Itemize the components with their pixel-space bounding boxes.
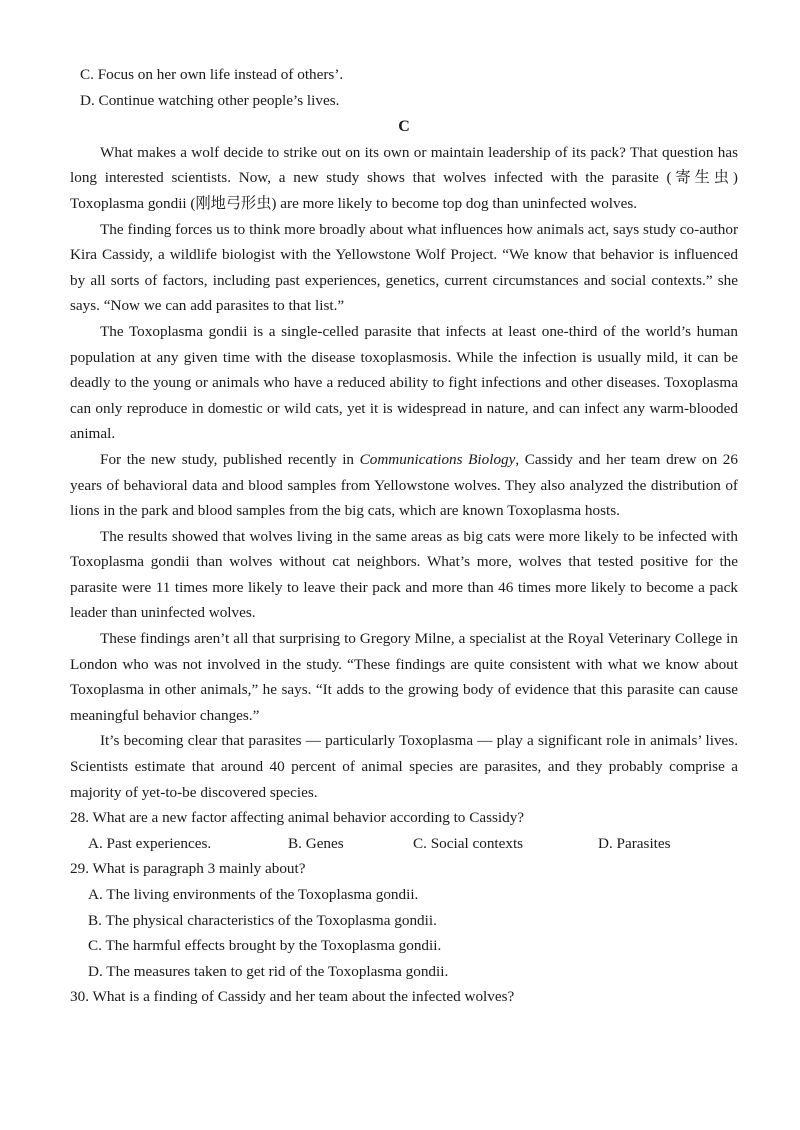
previous-option-c: C. Focus on her own life instead of others’. — [80, 66, 344, 83]
question-29-stem: 29. What is paragraph 3 mainly about? — [70, 860, 306, 878]
previous-option-d: D. Continue watching other people’s lives. — [80, 91, 340, 109]
paragraph-6: These findings aren’t all that surprising to Gregory Milne, a specialist at the Royal Veterinary College in London who was not involved in the study. “These findings are quite consistent with what we know about Toxoplasma in other animals,” he says. “It adds to the growing body of evidence that this parasite can cause meaningful behavior changes.” — [70, 630, 738, 724]
paragraph-4-after: , Cassidy and her team drew on 26 years of behavioral data and blood samples from Yellowstone wolves. They also analyzed the distribution of lions in the park and blood samples from the big cats, which are known Toxoplasma hosts. — [70, 450, 738, 520]
section-heading: C — [398, 118, 410, 136]
question-29-option-b[interactable]: B. The physical characteristics of the Toxoplasma gondii. — [88, 911, 437, 929]
question-30-stem: 30. What is a finding of Cassidy and her team about the infected wolves? — [70, 988, 515, 1006]
question-28-option-a[interactable]: A. Past experiences. — [88, 834, 212, 852]
paragraph-7: It’s becoming clear that parasites — particularly Toxoplasma — play a significant role in animals’ lives. Scientists estimate that around 40 percent of animal species are parasites, and they probably comprise a majority of yet-to-be discovered species. — [70, 732, 738, 801]
question-28-stem: 28. What are a new factor affecting animal behavior according to Cassidy? — [70, 809, 525, 827]
paragraph-4-before: For the new study, published recently in — [100, 450, 360, 468]
exam-page — [70, 62, 738, 1010]
paragraph-4 — [70, 447, 738, 524]
paragraph-5: The results showed that wolves living in the same areas as big cats were more likely to be infected with Toxoplasma gondii than wolves without cat neighbors. What’s more, wolves that tested positive for the parasite were 11 times more likely to leave their pack and more than 46 times more likely to become a pack leader than uninfected wolves. — [70, 527, 738, 622]
question-29-option-a[interactable]: A. The living environments of the Toxoplasma gondii. — [88, 886, 419, 903]
question-28-option-d[interactable]: D. Parasites — [598, 834, 671, 852]
paragraph-2: The finding forces us to think more broadly about what influences how animals act, says study co-author Kira Cassidy, a wildlife biologist with the Yellowstone Wolf Project. “We know that behavior is influenced by all sorts of factors, including past experiences, genetics, current circumstances and social contexts.” she says. “Now we can add parasites to that list.” — [70, 220, 738, 315]
question-28-options — [70, 831, 738, 857]
paragraph-3: The Toxoplasma gondii is a single-celled parasite that infects at least one-third of the world’s human population at any given time with the disease toxoplasmosis. While the infection is usually mild, it can be deadly to the young or animals who have a reduced ability to fight infections and other diseases. Toxoplasma can only reproduce in domestic or wild cats, yet it is widespread in nature, and can infect any warm-blooded animal. — [70, 322, 738, 443]
question-29-option-d[interactable]: D. The measures taken to get rid of the Toxoplasma gondii. — [88, 962, 449, 980]
paragraph-1: What makes a wolf decide to strike out on its own or maintain leadership of its pack? That question has long interested scientists. Now, a new study shows that wolves infected with the parasite (寄生虫) Toxoplasma gondii (刚地弓形虫) are more likely to become top dog than uninfected wolves. — [70, 143, 738, 212]
question-28-option-b[interactable]: B. Genes — [288, 834, 344, 852]
question-29-option-c[interactable]: C. The harmful effects brought by the Toxoplasma gondii. — [88, 937, 442, 955]
journal-name: Communications Biology — [359, 450, 516, 468]
question-28-option-c[interactable]: C. Social contexts — [413, 834, 524, 852]
